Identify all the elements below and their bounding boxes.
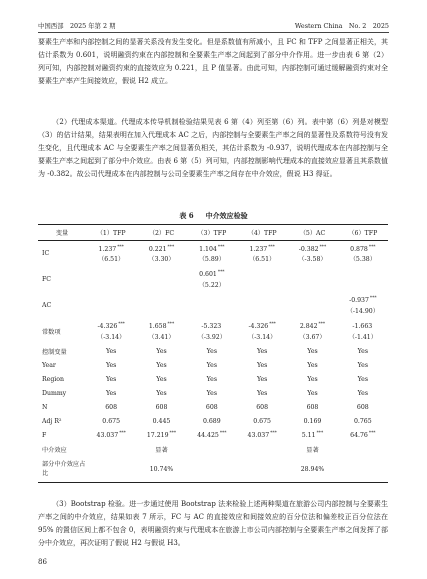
row-label: Dummy: [42, 390, 67, 397]
significance-stars: ***: [369, 296, 377, 302]
significance-stars: ***: [316, 431, 324, 437]
paragraph-3: [38, 498, 388, 550]
row-label: F: [42, 432, 47, 439]
coef-value: 0.601: [199, 271, 217, 279]
table-cell: Yes: [357, 348, 369, 355]
cell-stack: [287, 273, 337, 285]
header-journal-en: Western China No. 2 2025: [294, 22, 389, 30]
table-row: [38, 267, 388, 293]
table-cell: Yes: [256, 362, 268, 369]
row-label: AC: [42, 302, 52, 309]
table-cell: 608: [205, 404, 218, 411]
table-cell: Yes: [105, 362, 117, 369]
table-cell: Yes: [156, 390, 167, 397]
table-cell: Yes: [206, 348, 218, 355]
coefficient: [338, 273, 388, 285]
table-cell: 0.765: [353, 418, 372, 425]
coef-value: -0.937: [349, 297, 369, 305]
cell-stack: [86, 320, 136, 342]
t-statistic: （-3.14）: [248, 333, 277, 341]
cell-stack: [136, 243, 186, 265]
table-cell: Yes: [156, 376, 167, 383]
table-cell: Yes: [105, 376, 117, 383]
row-label: Region: [42, 376, 64, 383]
table-cell: [187, 241, 237, 267]
significance-stars: ***: [319, 244, 327, 250]
col-header: （1）TFP: [86, 225, 136, 241]
table-cell: [187, 293, 237, 319]
significance-stars: ***: [217, 270, 225, 276]
share-fc: 10.74%: [86, 457, 237, 483]
cell-stack: [287, 299, 337, 311]
table-cell: [237, 429, 287, 443]
coef-value: 1.658: [148, 323, 167, 331]
header-journal-cn: 中国西部 2025 年第 2 期: [38, 22, 116, 30]
significance-stars: ***: [119, 431, 126, 437]
table-cell: [338, 319, 388, 345]
table-row: [38, 319, 388, 345]
cell-stack: [237, 320, 287, 342]
table-cell: [136, 429, 186, 443]
t-statistic: （3.30）: [148, 255, 175, 263]
cell-stack: [86, 299, 136, 311]
coefficient: [237, 299, 287, 311]
table-header-row: [38, 225, 388, 241]
table-row: [38, 345, 388, 359]
cell-stack: [136, 299, 186, 311]
t-statistic: （3.67）: [299, 333, 326, 341]
table-cell: [338, 429, 388, 443]
table-number: 表 6: [179, 211, 194, 220]
table-row: [38, 241, 388, 267]
coef-value: 1.237: [249, 245, 268, 253]
table-row-share: [38, 457, 388, 483]
coefficient: [237, 320, 287, 332]
paragraph-2: [38, 116, 388, 181]
significance-stars: ***: [368, 244, 376, 250]
table-cell: Yes: [105, 390, 117, 397]
table-cell: Yes: [256, 376, 268, 383]
significance-stars: ***: [167, 322, 175, 328]
table-cell: 608: [155, 404, 168, 411]
table-cell: 0.675: [253, 418, 271, 425]
coefficient: [86, 273, 136, 285]
table-cell: [287, 241, 337, 267]
table-cell: Yes: [357, 362, 369, 369]
t-statistic: （-1.41）: [348, 333, 377, 341]
table-cell: [287, 319, 337, 345]
cell-stack: [187, 320, 237, 342]
coefficient: [338, 243, 388, 255]
cell-stack: [136, 273, 186, 285]
col-header: （4）TFP: [237, 225, 287, 241]
table-cell: [187, 319, 237, 345]
table-cell: Yes: [206, 376, 218, 383]
table-cell: 608: [256, 404, 269, 411]
coefficient: [136, 243, 186, 255]
significance-stars: ***: [219, 431, 227, 437]
t-statistic: （5.89）: [198, 255, 225, 263]
table-cell: 0.445: [152, 418, 171, 425]
cell-stack: [287, 320, 337, 342]
coef-value: -4.326: [97, 323, 118, 331]
coefficient: [187, 243, 237, 255]
coefficient: [287, 273, 337, 285]
coefficient: [187, 299, 237, 311]
table-cell: [187, 429, 237, 443]
table-cell: Yes: [307, 376, 318, 383]
paragraph-1: 要素生产率和内部控制之间的显著关系没有发生变化。但是系数值有所减小，且 FC 和 TFP 之间显著正相关，其估计系数为 0.601，说明融资约束在内部控制和全要素生产率之间起到了部分中介作用。进一步由表 6 第（2）列可知，内部控制对融资约束的直接效应为 0.221，且 P 值显著。由此可知，内部控制可通过缓解融资约束对全要素生产率产生间接效应，假说 H2 成立。: [38, 38, 388, 85]
cell-stack: [86, 243, 136, 265]
table-cell: [136, 319, 186, 345]
cell-stack: [187, 268, 237, 290]
running-header: [38, 16, 389, 33]
t-statistic: （6.51）: [249, 255, 276, 263]
table-cell: [136, 293, 186, 319]
t-statistic: （-3.58）: [298, 255, 327, 263]
row-label: Year: [42, 362, 56, 369]
coefficient: [237, 243, 287, 255]
mediation-ac: 显著: [306, 447, 319, 454]
table-title-text: 中介效应检验: [205, 211, 248, 220]
significance-stars: ***: [118, 322, 125, 328]
coefficient: [287, 320, 337, 332]
paragraph-2-text: （2）代理成本渠道。代理成本传导机制检验结果见表 6 第（4）列至第（6）列。表中第（6）列是对模型（3）的估计结果，结果表明在加入代理成本 AC 之后，内部控制与全要素生产率之间的显著性及系数符号没有发生变化，且代理成本 AC 与全要素生产率之间显著负相关，其估计系数为 -0.937，说明代理成本在内部控制与全要素生产率之间起到了部分中介效应。由表 6 第（5）列可知，内部控制影响代理成本的直接效应显著且其系数值为 -0.382。故公司代理成本在内部控制与公司全要素生产率之间存在中介效应，假说 H3 得证。: [38, 118, 388, 178]
table-row: [38, 293, 388, 319]
significance-stars: ***: [268, 244, 275, 250]
mediation-fc: 显著: [155, 447, 168, 454]
table-row: [38, 373, 388, 387]
significance-stars: ***: [269, 322, 276, 328]
coef-value: -1.663: [352, 323, 373, 331]
cell-stack: [287, 243, 337, 265]
page-number: 86: [38, 558, 47, 566]
coefficient: [237, 273, 287, 285]
coefficient: [136, 320, 186, 332]
coef-value: -0.382: [298, 245, 319, 253]
table-cell: [287, 267, 337, 293]
table-cell: Yes: [156, 348, 167, 355]
table-cell: Yes: [256, 390, 268, 397]
share-ac: 28.94%: [237, 457, 388, 483]
coefficient: [86, 320, 136, 332]
significance-stars: ***: [217, 244, 225, 250]
coefficient: [187, 268, 237, 280]
table-cell: [237, 293, 287, 319]
table-cell: [338, 293, 388, 319]
table-cell: Yes: [105, 348, 117, 355]
col-header: （5）AC: [287, 225, 337, 241]
t-statistic: （5.22）: [198, 281, 225, 289]
cell-stack: [86, 273, 136, 285]
t-statistic: （3.41）: [148, 333, 175, 341]
table-cell: [136, 241, 186, 267]
row-label: N: [42, 404, 48, 411]
cell-stack: [338, 273, 388, 285]
significance-stars: ***: [368, 431, 376, 437]
significance-stars: ***: [318, 322, 326, 328]
coefficient: [338, 294, 388, 306]
cell-stack: [237, 299, 287, 311]
table-cell: Yes: [357, 390, 369, 397]
t-statistic: （-3.14）: [97, 333, 126, 341]
col-header: （3）TFP: [187, 225, 237, 241]
table-cell: Yes: [307, 348, 318, 355]
table-cell: 608: [306, 404, 319, 411]
cell-stack: [136, 320, 186, 342]
coefficient: [287, 299, 337, 311]
coef-value: -4.326: [248, 323, 269, 331]
cell-stack: [187, 243, 237, 265]
significance-stars: ***: [167, 244, 175, 250]
t-statistic: （6.51）: [98, 255, 125, 263]
table-cell: [287, 429, 337, 443]
cell-stack: [338, 294, 388, 316]
table-row: [38, 387, 388, 401]
table-cell: [237, 267, 287, 293]
coef-value: 1.104: [199, 245, 217, 253]
table-row: [38, 415, 388, 429]
cell-stack: [338, 243, 388, 265]
table-cell: 608: [105, 404, 118, 411]
table-cell: [338, 267, 388, 293]
t-statistic: （-3.92）: [197, 333, 226, 341]
coefficient: [187, 320, 237, 332]
mediation-effect-table: [38, 224, 388, 483]
table-row-mediation: [38, 443, 388, 457]
row-label: 常数项: [42, 329, 61, 336]
cell-stack: [237, 273, 287, 285]
f-value: 43.037: [247, 432, 270, 440]
col-header: （2）FC: [136, 225, 186, 241]
table-cell: 608: [356, 404, 369, 411]
table-cell: [86, 267, 136, 293]
table-cell: Yes: [307, 390, 318, 397]
table-cell: 0.689: [202, 418, 221, 425]
f-value: 44.425: [197, 432, 219, 440]
cell-stack: [187, 299, 237, 311]
col-header: 变量: [38, 225, 86, 241]
table-row: [38, 401, 388, 415]
coefficient: [86, 299, 136, 311]
table-cell: [187, 267, 237, 293]
row-label: 控制变量: [42, 349, 67, 356]
f-value: 64.76: [350, 432, 368, 440]
row-label: 中介效应: [42, 447, 67, 454]
coefficient: [136, 273, 186, 285]
significance-stars: ***: [117, 244, 124, 250]
table-cell: Yes: [357, 376, 369, 383]
table-row: [38, 359, 388, 373]
table-caption: [0, 211, 427, 221]
f-value: 43.037: [96, 432, 119, 440]
table-cell: [86, 319, 136, 345]
row-label: FC: [42, 276, 52, 283]
coef-value: 1.237: [98, 245, 117, 253]
table-cell: 0.169: [303, 418, 322, 425]
coefficient: [338, 320, 388, 332]
table-cell: [136, 267, 186, 293]
coef-value: -5.323: [201, 323, 222, 331]
paragraph-3-text: （3）Bootstrap 检验。进一步通过使用 Bootstrap 法来检验上述两种渠道在旅游公司内部控制与全要素生产率之间的中介效应，结果如表 7 所示，FC 与 AC 的直接效应和间接效应的百分位法和偏差校正百分位法在 95% 的置信区间上都不包含 0，表明融资约束与代理成本在旅游上市公司内部控制与全要素生产率之间发挥了部分中介效应，再次证明了假说 H2 与假说 H3。: [38, 500, 388, 547]
row-label: IC: [42, 250, 50, 258]
table-cell: [338, 241, 388, 267]
significance-stars: ***: [169, 431, 177, 437]
coef-value: 2.842: [299, 323, 318, 331]
table-cell: [287, 293, 337, 319]
col-header: （6）TFP: [338, 225, 388, 241]
table-cell: [237, 319, 287, 345]
table-cell: Yes: [206, 390, 218, 397]
row-label: 部分中介效应占比: [38, 457, 86, 483]
coef-value: 0.878: [350, 245, 368, 253]
row-label: Adj R²: [42, 418, 62, 425]
table-cell: [86, 241, 136, 267]
coefficient: [287, 243, 337, 255]
cell-stack: [338, 320, 388, 342]
table-row-f: [38, 429, 388, 443]
table-cell: [237, 241, 287, 267]
t-statistic: （-14.90）: [346, 307, 379, 315]
t-statistic: （5.38）: [349, 255, 376, 263]
f-value: 5.11: [301, 432, 316, 440]
table-cell: Yes: [206, 362, 218, 369]
cell-stack: [237, 243, 287, 265]
table-cell: Yes: [156, 362, 167, 369]
table-cell: Yes: [256, 348, 268, 355]
coefficient: [136, 299, 186, 311]
f-value: 17.219: [146, 432, 169, 440]
significance-stars: ***: [270, 431, 277, 437]
coefficient: [86, 243, 136, 255]
coef-value: 0.221: [148, 245, 167, 253]
table-cell: Yes: [307, 362, 318, 369]
table-cell: [86, 293, 136, 319]
table-cell: 0.675: [102, 418, 121, 425]
table-cell: [86, 429, 136, 443]
